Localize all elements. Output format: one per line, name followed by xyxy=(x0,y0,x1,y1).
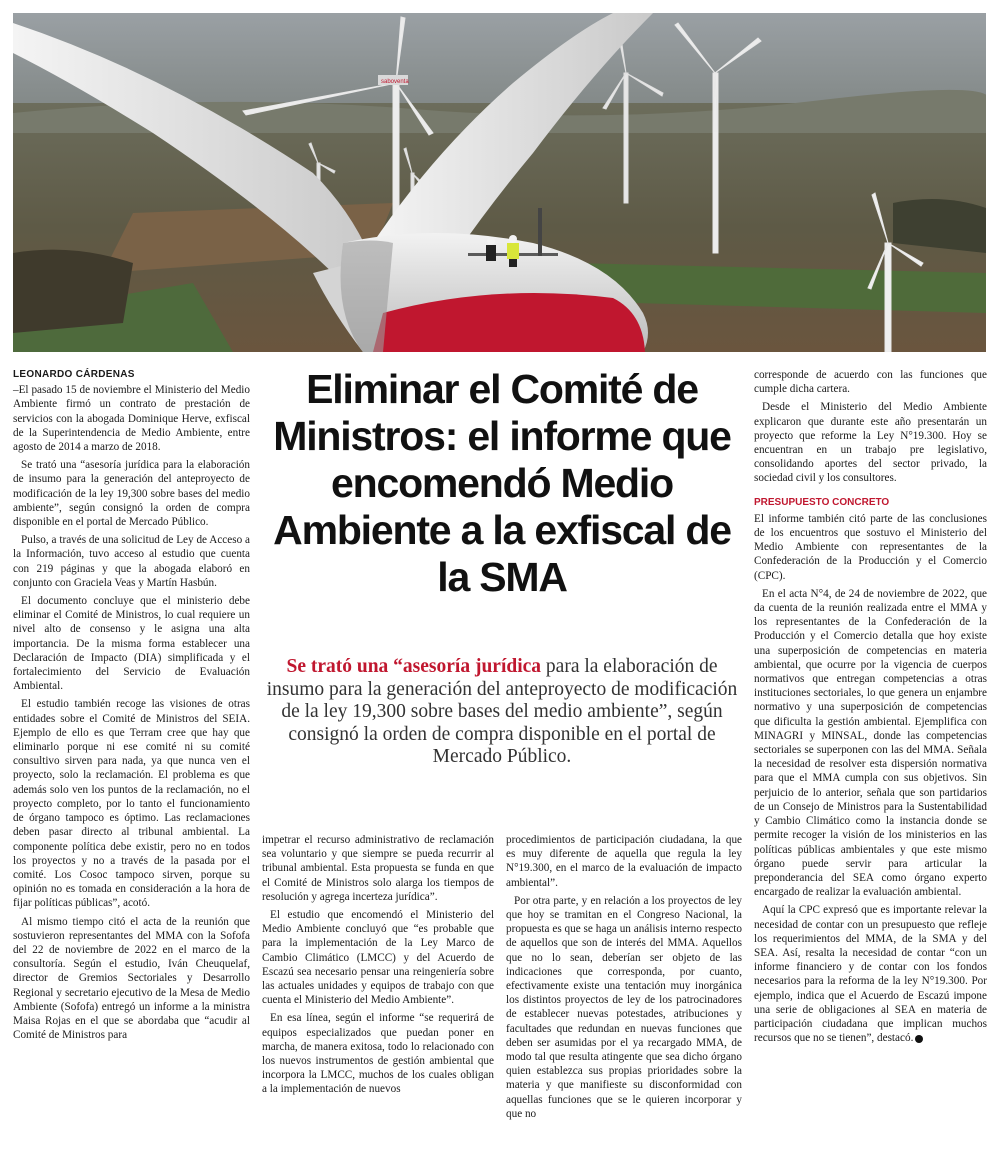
wind-turbine-photo xyxy=(13,13,986,352)
paragraph: procedimientos de participación ciudadana, la que es muy diferente de aquella que regula la ley N°19.300, en el marco de la evaluación de impacto ambiental”. xyxy=(506,834,742,889)
paragraph: Se trató una “asesoría jurídica para la elaboración de insumo para la generación del anteproyecto de modificación de la ley 19,300 sobre bases del medio ambiente”, según consignó la orden de compra disponible en el portal de Mercado Público. xyxy=(13,459,250,529)
forest xyxy=(13,250,133,333)
headline: Eliminar el Comité de Ministros: el informe que encomendó Medio Ambiente a la exfiscal de la SMA xyxy=(273,366,731,600)
column-2 xyxy=(262,833,494,1101)
paragraph-last-text: Aquí la CPC expresó que es importante relevar la necesidad de contar con un presupuesto que refleje los requerimientos del MMA, de la SMA y del SEA. Así, resalta la necesidad de contar “con un informe financiero y de contar con los fondos necesarios para la reforma de la ley N°19.300. Por ejemplo, indica que el Acuerdo de Escazú impone una serie de obligaciones al SEA en materia de participación ciudadana que implican muchos recursos que no se tienen”, destacó. xyxy=(754,904,987,1045)
paragraph: El estudio que encomendó el Ministerio del Medio Ambiente concluyó que “es probable que para la implementación de la Ley Marco de Cambio Climático (LMCC) y del Acuerdo de Escazú sea necesario pensar una reingeniería sobre las actuales unidades y equipos de trabajo con que cuenta el Ministerio del Medio Ambiente”. xyxy=(262,909,494,1007)
deck-lead: Se trató una “asesoría jurídica xyxy=(286,656,542,677)
deck xyxy=(258,656,746,769)
paragraph-last xyxy=(754,903,987,1045)
deck-rest: para la elaboración de insumo para la generación del anteproyecto de modificación de la ley 19,300 sobre bases del medio ambiente”, según consignó la orden de compra disponible en el portal de Mercado Público. xyxy=(266,656,738,767)
paragraph: Desde el Ministerio del Medio Ambiente explicaron que durante este año presentarán un proyecto que reforme la Ley N°19.300. Hoy se encuentran en un trabajo pre legislativo, consolidando aportes del sector privado, la sociedad civil y los consultores. xyxy=(754,401,987,485)
turbine-brand-label: saboventa xyxy=(381,79,409,85)
paragraph: impetrar el recurso administrativo de reclamación sea voluntario y que siempre se pueda recurrir al tribunal ambiental. Esta propuesta se funda en que el Comité de Ministros solo alarga los tiempos de resolución y agrega incerteza jurídica”. xyxy=(262,834,494,903)
paragraph: Al mismo tiempo citó el acta de la reunión que sostuvieron representantes del MMA con la Sofofa del 22 de noviembre de 2022 en el marco de la consultoría. Según el estudio, Iván Cheuquelaf, director de Gremios Sectoriales y Desarrollo Regional y secretario ejecutivo de la Mesa de Medio Ambiente (Sofofa) entregó un informe a la ministra Maisa Rojas en el que se abordaba que “acudir al Comité de Ministros para xyxy=(13,915,250,1042)
column-3 xyxy=(506,833,742,1125)
mast xyxy=(538,208,542,256)
technician-1 xyxy=(486,237,496,261)
paragraph: –El pasado 15 de noviembre el Ministerio del Medio Ambiente firmó un contrato de prestación de servicios con la abogada Dominique Herve, exfiscal de la Superintendencia de Medio Ambiente, entre agosto de 2014 a marzo de 2018. xyxy=(13,384,250,454)
paragraph: Pulso, a través de una solicitud de Ley de Acceso a la Información, tuvo acceso al estudio que cuenta con 219 páginas y que la abogada elaboró en conjunto con Graciela Veas y Martín Hasbún. xyxy=(13,534,250,589)
paragraph: corresponde de acuerdo con las funciones que cumple dicha cartera. xyxy=(754,369,987,396)
paragraph: Por otra parte, y en relación a los proyectos de ley que hoy se tramitan en el Congreso Nacional, la propuesta es que se haga un análisis interno respecto de aquellos que son de interés del MMA. Aquellos que no lo sean, deberían ser objeto de las indicaciones que corresponda, por cuanto, efectivamente existe una tentación muy inorgánica los distintos proyectos de ley de los patrocinadores de establecer nuevas potestades, atribuciones y facultades que redundan en nuevas funciones que deben ser asumidas por el ya recargado MMA, de modo tal que resulta atingente que sea dicho órgano quien establezca sus propias prioridades sobre la materia y que manifieste su disconformidad con aquellas funciones que se le quieren incorporar y que no xyxy=(506,894,742,1120)
column-4 xyxy=(754,368,987,1049)
paragraph: El estudio también recoge las visiones de otras entidades sobre el Comité de Ministros del SEIA. Ejemplo de ello es que Terram cree que hay que eliminarlo porque ni ese comité ni su comité consultivo sirven para nada, ya que nunca ven el proyecto, solo la reclamación. El problema es que además solo ven los puntos de la reclamación, no el proyecto completo, por lo tanto el funcionamiento de órgano tampoco es óptimo. Las reclamaciones deben pasar directo al tribunal ambiental. La componente política debe existir, pero no en todos los proyectos y no a través de la pasada por el comité. Los Cosoc tampoco sirven, porque su opinión no es tomada en consideración a la hora de fijar políticas públicas”, acotó. xyxy=(13,698,250,910)
paragraph: El informe también citó parte de las conclusiones de los encuentros que sostuvo el Ministerio del Medio Ambiente con representantes de la Confederación de la Producción y el Comercio (CPC). xyxy=(754,512,987,582)
subhead: PRESUPUESTO CONCRETO xyxy=(754,496,890,508)
column-1 xyxy=(13,368,250,1046)
end-mark-icon xyxy=(915,1035,923,1043)
byline: LEONARDO CÁRDENAS xyxy=(13,369,135,380)
paragraph: En esa línea, según el informe “se requerirá de equipos especializados que puedan poner en marcha, de manera exitosa, todo lo relacionado con los nuevos instrumentos de gestión ambiental que incorpora la LMCC, muchos de los cuales obligan a la implementación de nuevos xyxy=(262,1012,494,1096)
paragraph: El documento concluye que el ministerio debe eliminar el Comité de Ministros, lo cual requiere un nivel alto de consenso y le asigna una alta importancia. De la misma forma establecer una Declaración de Impacto (DIA) simplificada y el fortalecimiento del Servicio de Evaluación Ambiental. xyxy=(13,595,250,693)
paragraph: En el acta N°4, de 24 de noviembre de 2022, que da cuenta de la reunión realizada entre el MMA y los representantes de la Confederación de la Producción y el Comercio detalla que hoy existe una superposición de competencias en materia ambiental, que ocurre por la vigencia de cuerpos normativos que entregan competencias a otras instituciones sectoriales, lo que genera un enjambre normativo y una superposición de competencias que dificulta la gestión ambiental. Ejemplifica con MINAGRI y MINSAL, donde las competencias sectoriales se superponen con las del MMA. Señala la necesidad de resolver esta dispersión normativa para que el MMA cumpla con sus objetivos. Sin perjuicio de lo anterior, señala que son partidarios de un Consejo de Ministros para la Sustentabilidad y Cambio Climático como la instancia donde se permite recoger la visión de los ministerios en las políticas públicas ambientales y que este mismo órgano puede servir para articular la preponderancia del SEA como órgano experto encargado de realizar la evaluación ambiental. xyxy=(754,587,987,899)
